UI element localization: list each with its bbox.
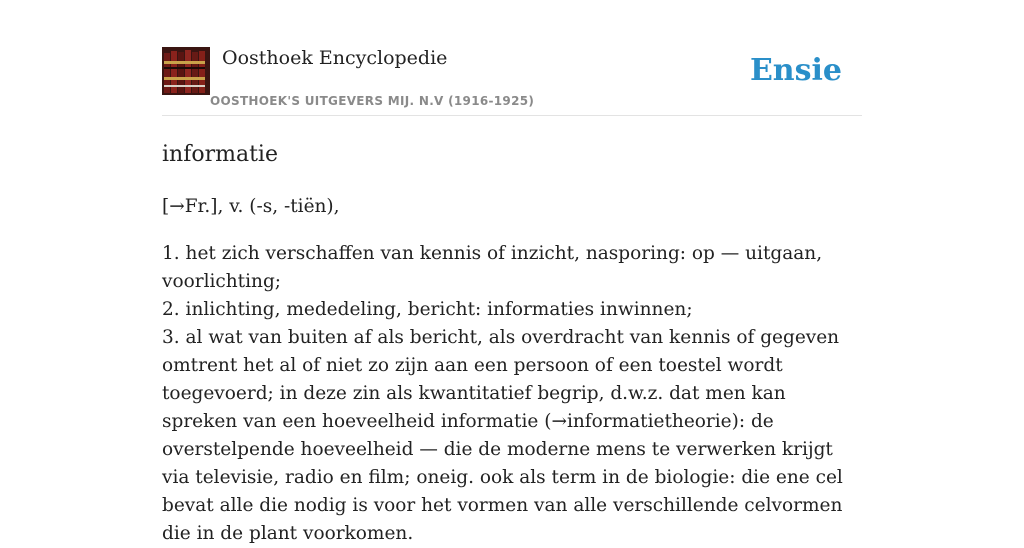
ensie-logo-link[interactable]: Ensie <box>749 53 842 88</box>
publisher-label: OOSTHOEK'S UITGEVERS MIJ. N.V (1916-1925) <box>210 94 535 108</box>
source-title[interactable]: Oosthoek Encyclopedie <box>222 47 448 69</box>
encyclopedia-books-icon[interactable] <box>162 47 210 95</box>
definition-item: 2. inlichting, mededeling, bericht: informaties inwinnen; <box>162 299 693 320</box>
entry-term: informatie <box>162 142 278 167</box>
definition-list <box>162 240 862 548</box>
definition-item: 1. het zich verschaffen van kennis of inzicht, nasporing: op — uitgaan, voorlichting; <box>162 243 823 292</box>
entry-content <box>162 139 862 548</box>
entry-grammar: [→Fr.], v. (-s, -tiën), <box>162 196 340 217</box>
definition-item: 3. al wat van buiten af als bericht, als overdracht van kennis of gegeven omtrent het al of niet zo zijn aan een persoon of een toestel wordt toegevoerd; in deze zin als kwantitatief begrip, d.w.z. dat men kan spreken van een hoeveelheid informatie (→informatietheorie): de overstelpende hoeveelheid — die de moderne mens te verwerken krijgt via televisie, radio en film; oneig. ook als term in de biologie: die ene cel bevat alle die nodig is voor het vormen van alle verschillende celvormen die in de plant voorkomen. <box>162 327 843 544</box>
source-header <box>162 46 862 116</box>
